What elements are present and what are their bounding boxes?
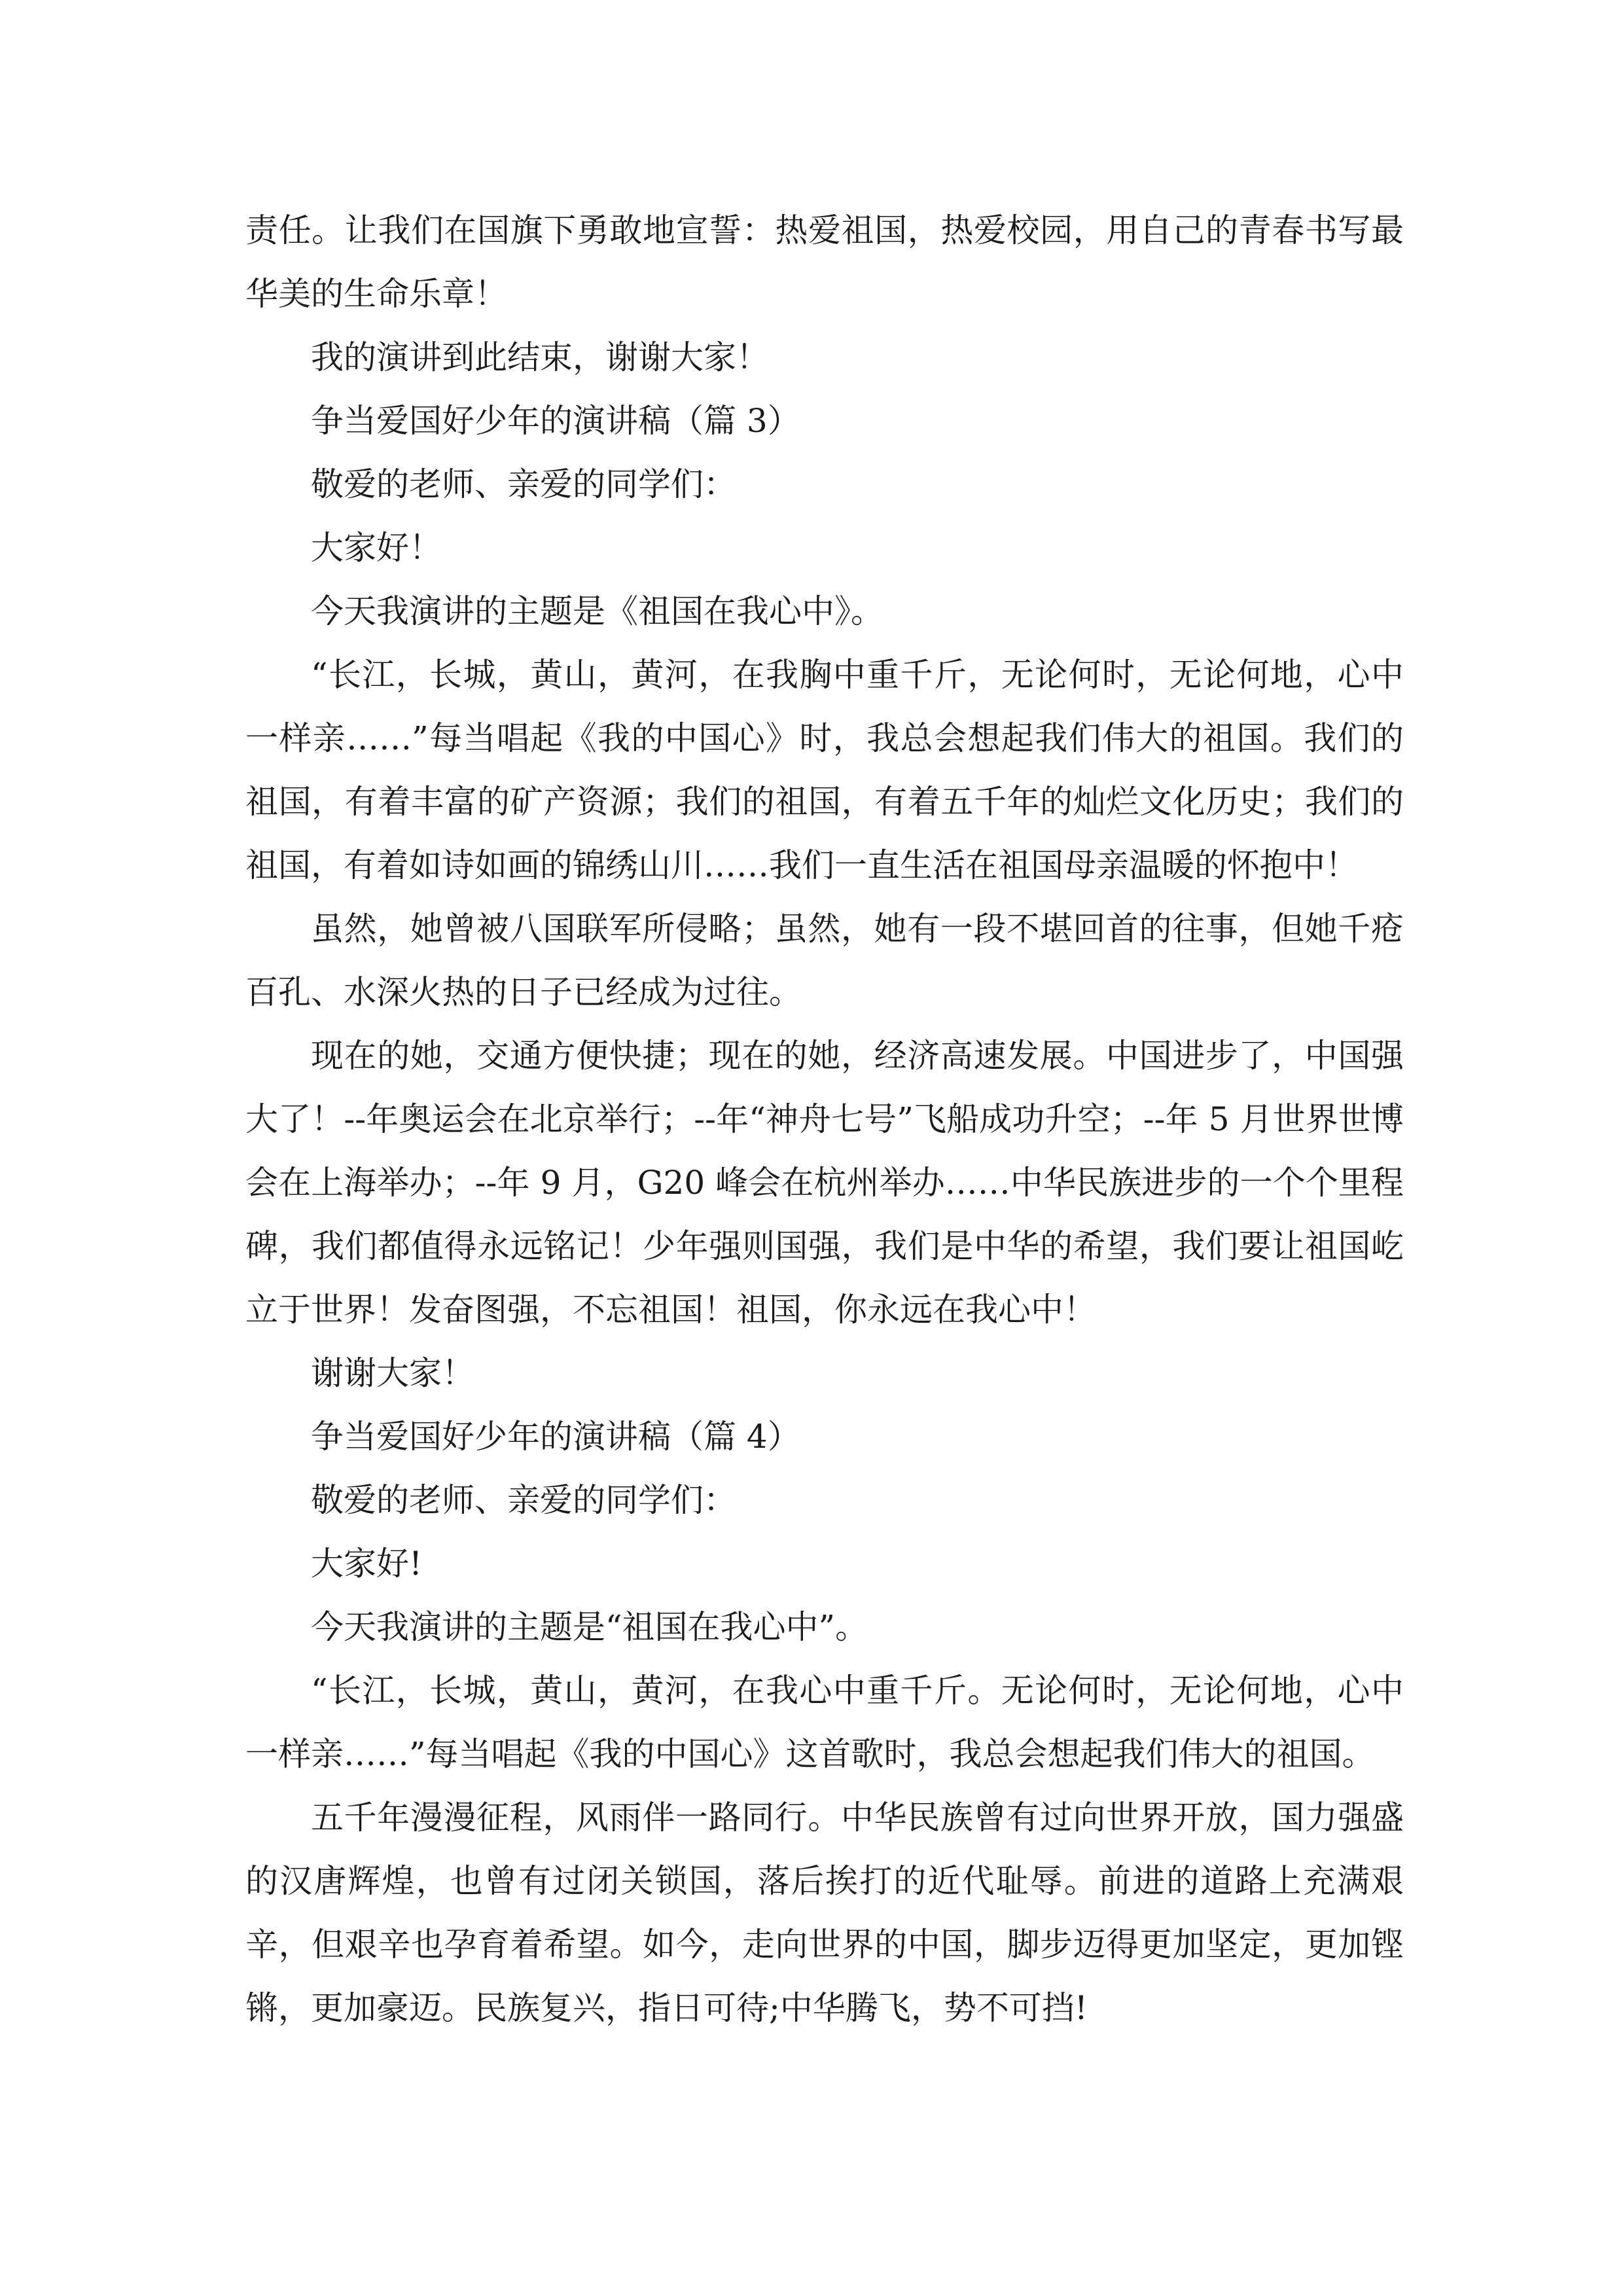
paragraph-16: 五千年漫漫征程，风雨伴一路同行。中华民族曾有过向世界开放，国力强盛的汉唐辉煌，也曾有过闭关锁国，落后挨打的近代耻辱。前进的道路上充满艰辛，但艰辛也孕育着希望。如今，走向世界的中国，脚步迈得更加坚定，更加铿锵，更加豪迈。民族复兴，指日可待;中华腾飞，势不可挡! [245,1799,1404,2027]
closing-thanks: 谢谢大家！ [311,1354,474,1392]
topic-line-2: 今天我演讲的主题是“祖国在我心中”。 [311,1608,868,1646]
topic-line: 今天我演讲的主题是《祖国在我心中》。 [311,592,883,630]
document-body [245,199,1404,2040]
salutation-2: 敬爱的老师、亲爱的同学们： [311,1481,736,1519]
paragraph-7: “长江，长城，黄山，黄河，在我胸中重千斤，无论何时，无论何地，心中一样亲……”每当唱起《我的中国心》时，我总会想起我们伟大的祖国。我们的祖国，有着丰富的矿产资源；我们的祖国，有着五千年的灿烂文化历史；我们的祖国，有着如诗如画的锦绣山川……我们一直生活在祖国母亲温暖的怀抱中！ [245,656,1404,884]
greeting-2: 大家好! [311,1545,423,1583]
paragraph-15: “长江，长城，黄山，黄河，在我心中重千斤。无论何时，无论何地，心中一样亲……”每当唱起《我的中国心》这首歌时，我总会想起我们伟大的祖国。 [245,1672,1404,1773]
paragraph-9: 现在的她，交通方便快捷；现在的她，经济高速发展。中国进步了，中国强大了！--年奥运会在北京举行；--年“神舟七号”飞船成功升空；--年 5 月世界世博会在上海举办；--年 9 月，G20 峰会在杭州举办……中华民族进步的一个个里程碑，我们都值得永远铭记！少年强则国强，我们是中华的希望，我们要让祖国屹立于世界！发奋图强，不忘祖国！祖国，你永远在我心中！ [245,1037,1404,1329]
paragraph-1: 责任。让我们在国旗下勇敢地宣誓：热爱祖国，热爱校园，用自己的青春书写最华美的生命乐章！ [245,211,1404,313]
section-heading-4: 争当爱国好少年的演讲稿（篇 4） [311,1418,800,1456]
paragraph-8: 虽然，她曾被八国联军所侵略；虽然，她有一段不堪回首的往事，但她千疮百孔、水深火热的日子已经成为过往。 [245,910,1404,1011]
paragraph-2: 我的演讲到此结束，谢谢大家！ [311,338,769,376]
section-heading-3: 争当爱国好少年的演讲稿（篇 3） [311,402,800,440]
greeting: 大家好！ [311,529,442,567]
salutation: 敬爱的老师、亲爱的同学们： [311,465,736,503]
